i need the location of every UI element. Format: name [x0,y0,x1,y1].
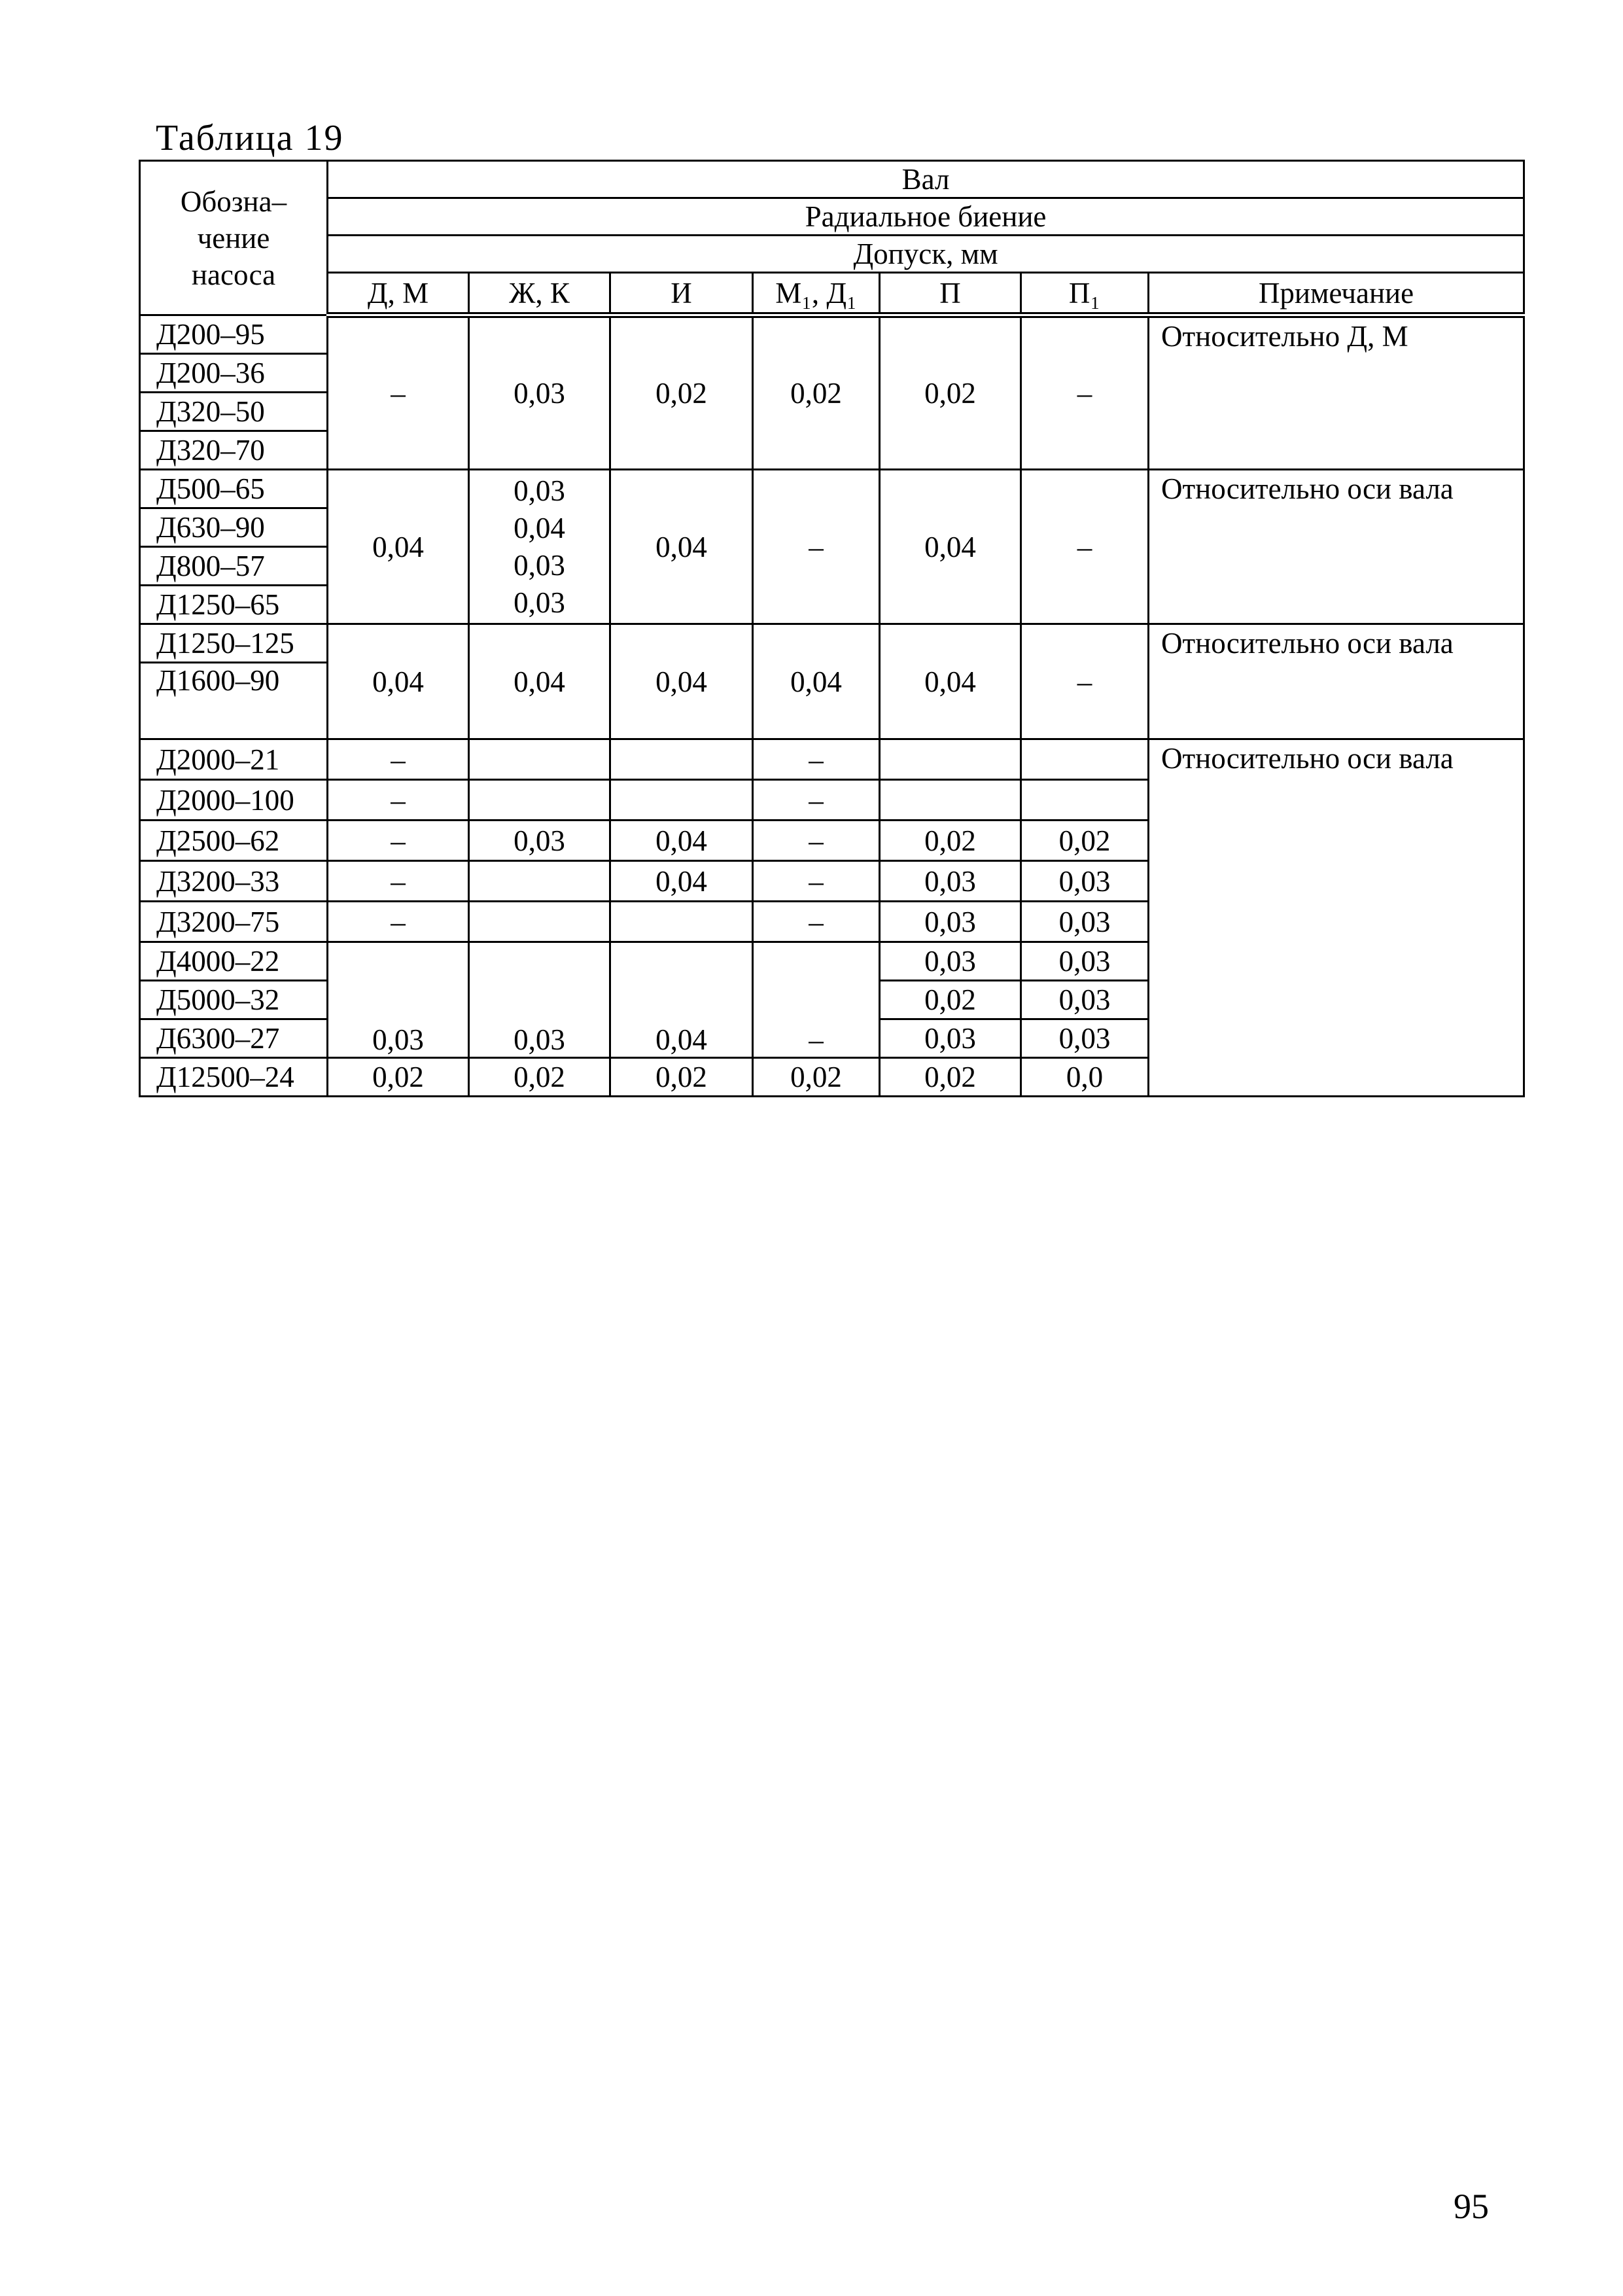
cell-m1-d1: – [753,861,880,902]
pump-mark: Д800–57 [140,547,328,586]
cell-p: 0,02 [880,821,1021,861]
cell-p1: – [1021,624,1149,739]
header-shaft: Вал [328,161,1524,198]
cell-d-m: – [328,821,469,861]
cell-value: 0,03 [514,586,565,619]
cell-i [610,902,753,942]
cell-m1-d1: – [753,780,880,821]
cell-zh-k: 0,04 [469,624,610,739]
cell-zh-k [469,739,610,780]
cell-p: 0,03 [880,1019,1021,1058]
cell-p [880,739,1021,780]
cell-i: 0,04 [610,624,753,739]
cell-d-m: – [328,315,469,470]
cell-zh-k [469,902,610,942]
cell-d-m: 0,04 [328,470,469,624]
cell-m1-d1: – [753,821,880,861]
cell-m1-d1: – [753,902,880,942]
cell-zh-k: 0,03 [469,942,610,1058]
pump-mark: Д2500–62 [140,821,328,861]
header-pump-designation [140,161,328,315]
pump-mark: Д320–50 [140,393,328,431]
pump-mark: Д12500–24 [140,1058,328,1097]
pump-mark: Д3200–33 [140,861,328,902]
cell-i [610,780,753,821]
cell-d-m: – [328,739,469,780]
cell-p1: 0,03 [1021,861,1149,902]
cell-zh-k [469,861,610,902]
header-corner-line: Обозна– [180,185,287,218]
cell-d-m: – [328,861,469,902]
cell-p1 [1021,739,1149,780]
cell-value: 0,03 [514,474,565,507]
col-header-zh-k: Ж, К [469,273,610,315]
pump-mark: Д320–70 [140,431,328,470]
cell-i: 0,02 [610,1058,753,1097]
col-header-p: П [880,273,1021,315]
pump-mark: Д6300–27 [140,1019,328,1058]
cell-m1-d1: – [753,470,880,624]
col-header-note: Примечание [1149,273,1524,315]
col-header-i: И [610,273,753,315]
cell-p1: 0,02 [1021,821,1149,861]
cell-i [610,739,753,780]
cell-p1: 0,0 [1021,1058,1149,1097]
col-header-p1: П₁ [1021,273,1149,315]
cell-note: Относительно оси вала [1149,470,1524,624]
cell-m1-d1: – [753,739,880,780]
pump-mark: Д2000–100 [140,780,328,821]
cell-i: 0,04 [610,942,753,1058]
pump-mark: Д1250–65 [140,586,328,624]
cell-d-m: 0,04 [328,624,469,739]
cell-value: 0,03 [514,548,565,582]
cell-d-m: 0,03 [328,942,469,1058]
pump-mark: Д500–65 [140,470,328,508]
pump-mark: Д4000–22 [140,942,328,981]
pump-mark: Д5000–32 [140,981,328,1019]
cell-value: 0,04 [514,511,565,544]
cell-zh-k: 0,03 [469,315,610,470]
cell-i: 0,02 [610,315,753,470]
header-corner-line: насоса [191,258,276,291]
pump-mark: Д2000–21 [140,739,328,780]
cell-m1-d1: 0,02 [753,1058,880,1097]
cell-p1: 0,03 [1021,942,1149,981]
cell-i: 0,04 [610,861,753,902]
table-caption: Таблица 19 [156,118,344,158]
cell-p1: – [1021,470,1149,624]
cell-zh-k: 0,02 [469,1058,610,1097]
col-header-d-m: Д, М [328,273,469,315]
col-header-m1-d1: М₁, Д₁ [753,273,880,315]
cell-note: Относительно оси вала [1149,739,1524,1097]
cell-note: Относительно оси вала [1149,624,1524,739]
header-corner-line: чение [197,221,270,255]
cell-p: 0,04 [880,624,1021,739]
cell-p: 0,03 [880,942,1021,981]
cell-p: 0,04 [880,470,1021,624]
cell-zh-k [469,470,610,624]
pump-shaft-runout-table [139,160,1525,1097]
pump-mark: Д3200–75 [140,902,328,942]
cell-p1: 0,03 [1021,981,1149,1019]
cell-p1: 0,03 [1021,902,1149,942]
table-row [140,470,1524,508]
pump-mark: Д1250–125 [140,624,328,663]
cell-p1 [1021,780,1149,821]
cell-p: 0,03 [880,861,1021,902]
table-row [140,315,1524,354]
pump-mark: Д200–95 [140,315,328,354]
cell-p: 0,03 [880,902,1021,942]
cell-p [880,780,1021,821]
pump-mark: Д1600–90 [140,663,328,739]
cell-p: 0,02 [880,315,1021,470]
page-number: 95 [1454,2187,1489,2226]
table-row [140,624,1524,663]
cell-m1-d1: 0,02 [753,315,880,470]
cell-m1-d1: – [753,942,880,1058]
cell-zh-k: 0,03 [469,821,610,861]
cell-i: 0,04 [610,821,753,861]
pump-mark: Д630–90 [140,508,328,547]
header-tolerance: Допуск, мм [328,236,1524,273]
cell-zh-k [469,780,610,821]
cell-p1: 0,03 [1021,1019,1149,1058]
table-row [140,739,1524,780]
pump-mark: Д200–36 [140,354,328,393]
header-radial-runout: Радиальное биение [328,198,1524,236]
cell-d-m: 0,02 [328,1058,469,1097]
cell-p: 0,02 [880,1058,1021,1097]
cell-d-m: – [328,780,469,821]
cell-m1-d1: 0,04 [753,624,880,739]
cell-note: Относительно Д, М [1149,315,1524,470]
cell-i: 0,04 [610,470,753,624]
cell-p1: – [1021,315,1149,470]
cell-d-m: – [328,902,469,942]
cell-p: 0,02 [880,981,1021,1019]
